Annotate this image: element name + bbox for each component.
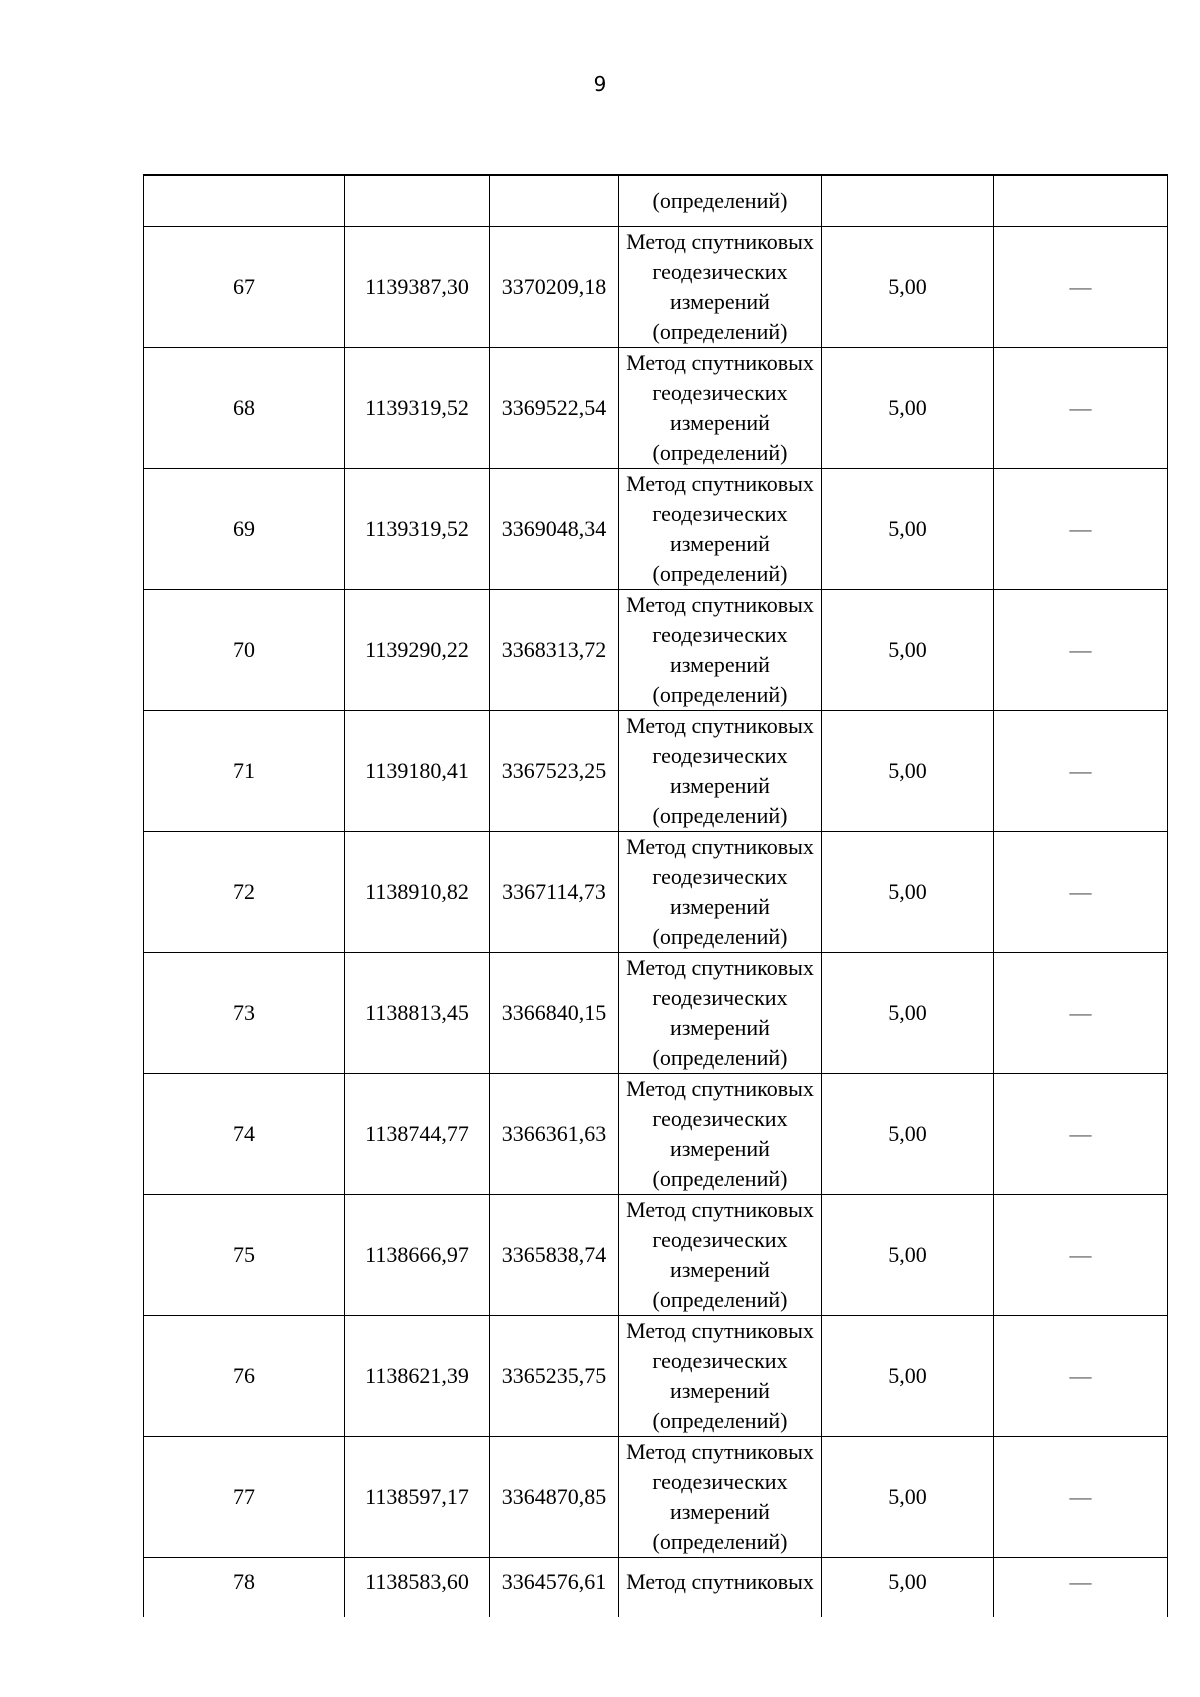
method-line: Метод спутниковых [626, 1197, 814, 1222]
method-line: измерений [670, 410, 770, 435]
cell-method [619, 227, 822, 348]
method-line: (определений) [652, 1287, 788, 1312]
cell-accuracy: 5,00 [822, 953, 994, 1074]
cell-point-number: 73 [144, 953, 345, 1074]
method-line: Метод спутниковых [626, 471, 814, 496]
cell-accuracy: 5,00 [822, 1195, 994, 1316]
table-row [144, 832, 1168, 953]
method-line: измерений [670, 1136, 770, 1161]
method-line: Метод спутниковых [626, 834, 814, 859]
method-line: измерений [670, 1499, 770, 1524]
cell-accuracy: 5,00 [822, 711, 994, 832]
method-line: (определений) [652, 924, 788, 949]
table-row [144, 1316, 1168, 1437]
method-line: Метод спутниковых [626, 713, 814, 738]
cell-method [619, 711, 822, 832]
cell-note: — [994, 590, 1168, 711]
cell-x: 1138744,77 [345, 1074, 490, 1195]
coordinates-table [143, 174, 1168, 1617]
method-line: измерений [670, 289, 770, 314]
cell-x: 1139180,41 [345, 711, 490, 832]
cell-method [619, 1195, 822, 1316]
cell-x: 1138910,82 [345, 832, 490, 953]
cell-method [619, 1437, 822, 1558]
cell-note [994, 175, 1168, 227]
cell-method [619, 348, 822, 469]
table-body [144, 175, 1168, 1617]
cell-y: 3366361,63 [490, 1074, 619, 1195]
cell-method: Метод спутниковых [619, 1558, 822, 1618]
method-line: (определений) [652, 1408, 788, 1433]
table-row [144, 227, 1168, 348]
method-line: измерений [670, 894, 770, 919]
cell-x: 1138666,97 [345, 1195, 490, 1316]
cell-x [345, 175, 490, 227]
method-line: (определений) [652, 440, 788, 465]
table-row-partial [144, 1558, 1168, 1618]
cell-y: 3370209,18 [490, 227, 619, 348]
cell-note: — [994, 1437, 1168, 1558]
cell-note: — [994, 1074, 1168, 1195]
cell-point-number: 70 [144, 590, 345, 711]
cell-y: 3369048,34 [490, 469, 619, 590]
method-line: (определений) [652, 1529, 788, 1554]
cell-point-number: 67 [144, 227, 345, 348]
page-number: 9 [593, 72, 607, 96]
cell-x: 1139319,52 [345, 348, 490, 469]
method-line: Метод спутниковых [626, 350, 814, 375]
cell-note: — [994, 348, 1168, 469]
method-line: геодезических [652, 743, 788, 768]
cell-note: — [994, 1316, 1168, 1437]
cell-x: 1138621,39 [345, 1316, 490, 1437]
cell-note: — [994, 1195, 1168, 1316]
cell-x: 1139387,30 [345, 227, 490, 348]
cell-y: 3365235,75 [490, 1316, 619, 1437]
method-line: Метод спутниковых [626, 955, 814, 980]
method-line: геодезических [652, 1469, 788, 1494]
cell-method [619, 1316, 822, 1437]
method-line: геодезических [652, 1106, 788, 1131]
cell-point-number: 71 [144, 711, 345, 832]
table-row [144, 953, 1168, 1074]
table-row [144, 348, 1168, 469]
cell-y: 3366840,15 [490, 953, 619, 1074]
method-line: (определений) [652, 561, 788, 586]
cell-note: — [994, 1558, 1168, 1618]
coordinates-table-container [143, 174, 1167, 1617]
cell-note: — [994, 832, 1168, 953]
cell-x: 1139319,52 [345, 469, 490, 590]
method-line: измерений [670, 1257, 770, 1282]
cell-accuracy: 5,00 [822, 1074, 994, 1195]
cell-point-number: 72 [144, 832, 345, 953]
cell-method [619, 590, 822, 711]
method-line: Метод спутниковых [626, 1318, 814, 1343]
cell-accuracy: 5,00 [822, 1316, 994, 1437]
cell-x: 1138597,17 [345, 1437, 490, 1558]
cell-note: — [994, 711, 1168, 832]
cell-point-number: 78 [144, 1558, 345, 1618]
method-line: геодезических [652, 864, 788, 889]
cell-method [619, 469, 822, 590]
method-line: (определений) [652, 803, 788, 828]
cell-accuracy: 5,00 [822, 832, 994, 953]
method-line: измерений [670, 652, 770, 677]
method-line: (определений) [652, 682, 788, 707]
method-line: геодезических [652, 622, 788, 647]
cell-point-number [144, 175, 345, 227]
cell-method [619, 953, 822, 1074]
cell-y: 3364870,85 [490, 1437, 619, 1558]
method-line: геодезических [652, 380, 788, 405]
cell-method [619, 1074, 822, 1195]
method-line: измерений [670, 1015, 770, 1040]
cell-note: — [994, 953, 1168, 1074]
cell-point-number: 76 [144, 1316, 345, 1437]
table-row [144, 469, 1168, 590]
method-line: (определений) [652, 1045, 788, 1070]
cell-method: (определений) [619, 175, 822, 227]
method-line: измерений [670, 1378, 770, 1403]
method-line: (определений) [652, 1166, 788, 1191]
cell-point-number: 75 [144, 1195, 345, 1316]
cell-y: 3365838,74 [490, 1195, 619, 1316]
cell-method [619, 832, 822, 953]
cell-y: 3367114,73 [490, 832, 619, 953]
method-line: геодезических [652, 501, 788, 526]
cell-accuracy [822, 175, 994, 227]
method-line: измерений [670, 531, 770, 556]
method-line: (определений) [652, 319, 788, 344]
cell-point-number: 77 [144, 1437, 345, 1558]
cell-x: 1139290,22 [345, 590, 490, 711]
cell-x: 1138583,60 [345, 1558, 490, 1618]
method-line: Метод спутниковых [626, 1076, 814, 1101]
cell-point-number: 69 [144, 469, 345, 590]
cell-accuracy: 5,00 [822, 1558, 994, 1618]
cell-x: 1138813,45 [345, 953, 490, 1074]
cell-y: 3368313,72 [490, 590, 619, 711]
method-line: измерений [670, 773, 770, 798]
table-row [144, 1195, 1168, 1316]
cell-accuracy: 5,00 [822, 1437, 994, 1558]
method-line: Метод спутниковых [626, 1439, 814, 1464]
table-row [144, 1437, 1168, 1558]
cell-y: 3369522,54 [490, 348, 619, 469]
method-line: геодезических [652, 259, 788, 284]
cell-accuracy: 5,00 [822, 469, 994, 590]
cell-point-number: 74 [144, 1074, 345, 1195]
cell-accuracy: 5,00 [822, 590, 994, 711]
method-line: Метод спутниковых [626, 592, 814, 617]
cell-accuracy: 5,00 [822, 227, 994, 348]
method-line: Метод спутниковых [626, 229, 814, 254]
cell-y: 3367523,25 [490, 711, 619, 832]
cell-y: 3364576,61 [490, 1558, 619, 1618]
table-row [144, 590, 1168, 711]
method-line: геодезических [652, 1348, 788, 1373]
method-line: геодезических [652, 1227, 788, 1252]
cell-point-number: 68 [144, 348, 345, 469]
cell-y [490, 175, 619, 227]
cell-note: — [994, 227, 1168, 348]
table-row [144, 1074, 1168, 1195]
table-row [144, 711, 1168, 832]
cell-note: — [994, 469, 1168, 590]
table-row-continued [144, 175, 1168, 227]
cell-accuracy: 5,00 [822, 348, 994, 469]
method-line: геодезических [652, 985, 788, 1010]
